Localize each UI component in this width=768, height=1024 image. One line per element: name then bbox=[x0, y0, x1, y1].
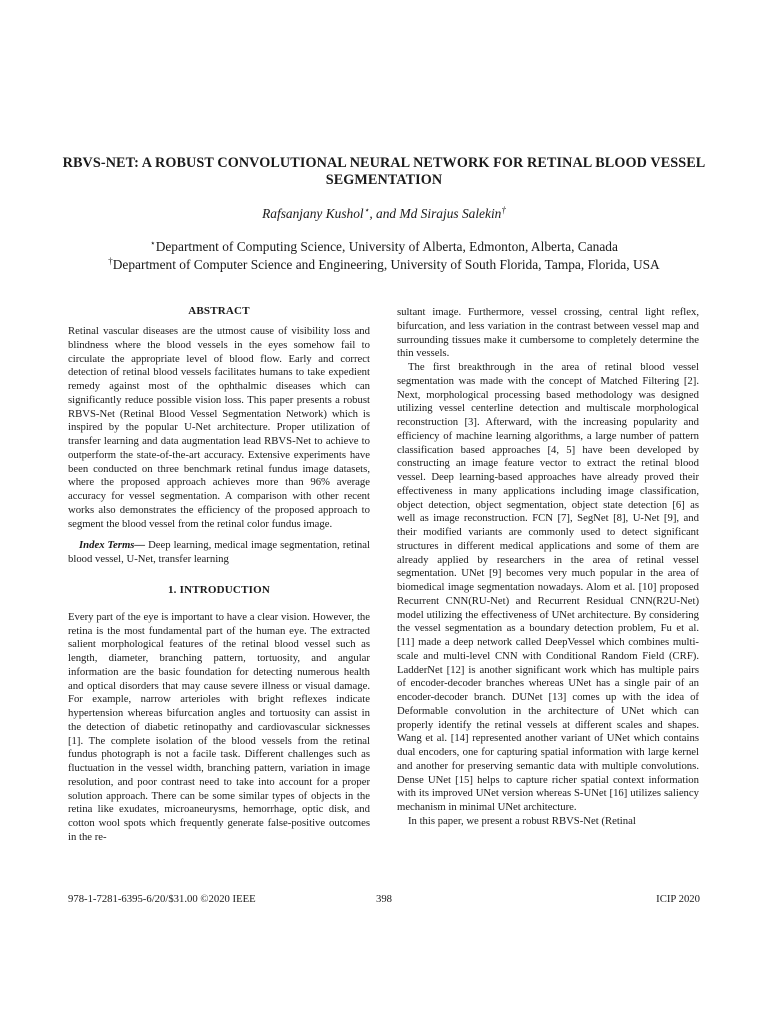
affiliation bbox=[60, 257, 708, 273]
left-column bbox=[68, 305, 370, 845]
affiliation-mark: ⋆ bbox=[150, 238, 156, 248]
affiliation-mark: ⋆ bbox=[363, 205, 370, 215]
index-terms-label: Index Terms— bbox=[79, 539, 146, 552]
footer-venue: ICIP 2020 bbox=[656, 893, 700, 905]
affiliation-mark: † bbox=[501, 205, 506, 215]
body-paragraph: The first breakthrough in the area of retinal blood vessel segmentation was made with the concept of Matched Filtering [2]. Next, morphological processing based methodology was designed utilizing vessel centerline detection and multiscale morphological reconstruction [3]. Afterward, with the increasing popularity and efficiency of machine learning algorithms, a large number of pattern classification based approaches [4, 5] have been developed by constructing an image feature vector to extract the retinal blood vessel. Deep learning-based approaches have already proved their effectiveness in many applications including image classification, object detection, object segmentation, object state detection [6] as well as image reconstruction. FCN [7], SegNet [8], U-Net [9], and their modified variants are commonly used to detect significant structures in different medical applications and some of them are already applied by researchers in the area of retinal vessel segmentation. UNet [9] becomes very much popular in the area of biomedical image segmentation nowadays. Alom et al. [10] proposed Recurrent CNN(RU-Net) and Recurrent Residual CNN(R2U-Net) model utilizing the effectiveness of UNet architecture. By considering the vessel segmentation as a boundary detection problem, Fu et al. [11] made a deep network called DeepVessel which combines multi-scale and multi-level CNN with Conditional Random Field (CRF). LadderNet [12] is another significant work which has multiple pairs of encoder-decoder branches whereas UNet has a single pair of an encoder-decoder branch. DUNet [13] comes up with the idea of Deformable convolution in the architecture of UNet which can properly identify the retinal vessels at different scales and shapes. Wang et al. [14] represented another variant of UNet which contains dual encoders, one for capturing spatial information with large kernel and another for preserving semantic data with multiple convolutions. Dense UNet [15] helps to capture richer spatial context information with its improved UNet version whereas S-UNet [16] utilizes saliency mechanism in minimal UNet architecture. bbox=[397, 361, 699, 813]
author-joiner: , and bbox=[369, 206, 400, 221]
section-heading: 1. INTRODUCTION bbox=[167, 583, 270, 596]
author-name: Md Sirajus Salekin bbox=[399, 206, 502, 221]
right-column bbox=[397, 306, 699, 829]
affiliation-mark: † bbox=[108, 256, 113, 266]
body-paragraph: Every part of the eye is important to have a clear vision. However, the retina is the most fundamental part of the human eye. The extracted salient morphological features of the retinal blood vessel such as length, diameter, branching pattern, tortuosity, and angular information are the basic foundation for detecting numerous health and optical disorders that may cause severe illness or visual damage. For example, narrow arterioles with bright reflexes indicate hypertension whereas bifurcation angles and tortuosity can assist in the detection of diabetic retinopathy and cardiovascular sicknesses [1]. The complete isolation of the blood vessels from the retinal fundus photograph is not a facile task. Different challenges such as fluctuation in the vessel width, branching pattern, variation in image resolution, and poor contrast need to take into account for a proper solution approach. There can be some similar types of objects in the retina like exudates, microaneurysms, hemorrhage, optic disk, and cotton wool spots which frequently generate false-positive outcomes in the re- bbox=[68, 610, 370, 843]
index-terms-text: Deep learning, medical image segmentation, retinal blood vessel, U-Net, transfer learning bbox=[68, 539, 370, 565]
body-paragraph: sultant image. Furthermore, vessel crossing, central light reflex, bifurcation, and less variation in the contrast between vessel map and surrounding tissues make it cumbersome to completely determine the thin vessels. bbox=[397, 306, 699, 360]
body-paragraph: In this paper, we present a robust RBVS-Net (Retinal bbox=[408, 814, 636, 827]
author-line bbox=[60, 206, 708, 222]
page-number: 398 bbox=[375, 893, 393, 905]
index-terms bbox=[68, 539, 370, 567]
footer-isbn: 978-1-7281-6395-6/20/$31.00 ©2020 IEEE bbox=[68, 893, 256, 905]
affiliation bbox=[60, 239, 708, 255]
abstract-text: Retinal vascular diseases are the utmost cause of visibility loss and blindness where the blood vessels in the eyes somehow fail to circulate the appropriate level of blood flow. Early and correct detection of retinal blood vessels facilitates humans to take expedient remedy against most of the ophthalmic diseases which can significantly reduce possible vision loss. This paper presents a robust RBVS-Net (Retinal Blood Vessel Segmentation Network) which is inspired by the popular U-Net architecture. Proper utilization of transfer learning and data augmentation lead RBVS-Net to achieve to outperform the state-of-the-art accuracy. Extensive experiments have been conducted on three benchmark retinal fundus image datasets, where the proposed approach achieves more than 96% average accuracy for vessel segmentation. A comparison with other recent works also demonstrates the efficiency of the proposed approach to segment the blood vessel from the retinal color fundus image. bbox=[68, 325, 370, 530]
affiliation-text: Department of Computing Science, University of Alberta, Edmonton, Alberta, Canada bbox=[155, 239, 618, 254]
paper-title: RBVS-NET: A ROBUST CONVOLUTIONAL NEURAL NETWORK FOR RETINAL BLOOD VESSEL SEGMENTATION bbox=[62, 155, 706, 188]
affiliation-text: Department of Computer Science and Engineering, University of South Florida, Tampa, Florida, USA bbox=[112, 257, 660, 272]
abstract-heading: ABSTRACT bbox=[188, 305, 250, 317]
author-name: Rafsanjany Kushol bbox=[262, 206, 364, 221]
